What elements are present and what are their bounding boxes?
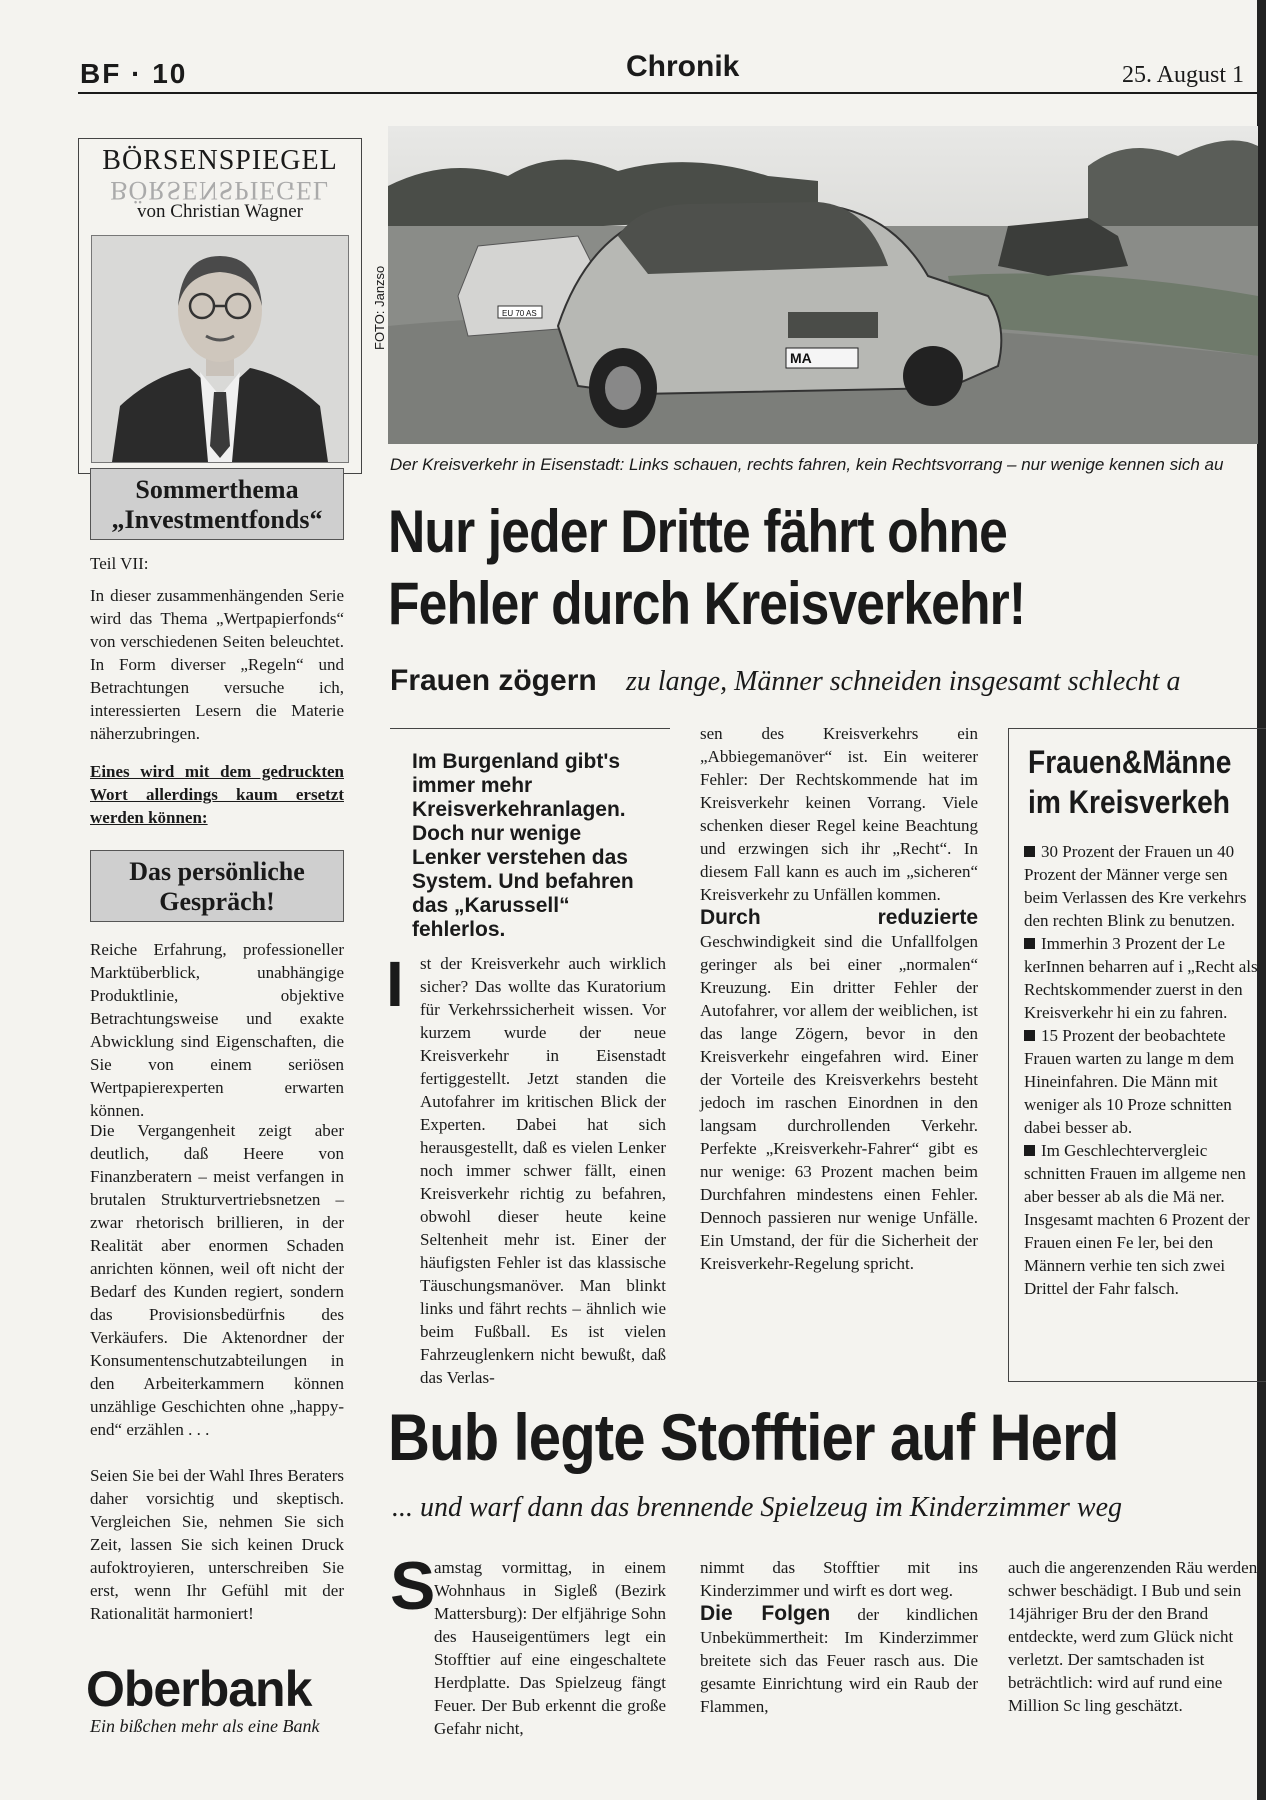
info-box-title <box>1028 742 1231 822</box>
info-box-title-line-2: im Kreisverkeh <box>1028 784 1230 820</box>
article-paragraph: der kindlichen Unbekümmertheit: Im Kinderzimmer breitete sich das Feuer rasch aus. Die gesamte Einrichtung wird ein Raub der Flammen, <box>700 1605 979 1716</box>
ad-slogan: Ein bißchen mehr als eine Bank <box>90 1716 320 1736</box>
column-title: BÖRSENSPIEGEL <box>102 145 338 176</box>
drop-cap: S <box>390 1548 436 1624</box>
boersenspiegel-box <box>78 138 362 474</box>
photo-credit: FOTO: Janzso <box>372 265 387 350</box>
article-paragraph: Geschwindigkeit sind die Unfallfolgen geringer als bei einer „normalen“ Kreuzung. Ein dritter Fehler der Autofahrer, vor allem der weiblichen, ist das lange Zögern, bevor in den Kreisverkehr eingefahren wird. Einer der Vorteile des Kreisverkehrs besteht jedoch im raschen Einordnen in den langsam durchrollenden Verkehr. Perfekte „Kreisverkehr-Fahrer“ gibt es nur wenige: 63 Prozent machen beim Durchfahren mindestens einen Fehler. Dennoch passieren nur wenige Unfälle. Ein Umstand, der für die Sicherheit der Kreisverkehr-Regelung spricht. <box>700 932 978 1273</box>
headline-story-2: Bub legte Stofftier auf Herd <box>388 1400 1119 1474</box>
column-paragraph: In dieser zusammenhängenden Serie wird das Thema „Wertpapierfonds“ von verschiedenen Seiten beleuchtet. In Form diverser „Regeln“ und Betrachtungen versuche ich, interessierten Lesern die Materie näherzubringen. <box>90 586 344 743</box>
callout-box: Das persönliche Gespräch! <box>90 850 344 922</box>
article-paragraph: nimmt das Stofftier mit ins Kinderzimmer und wirft es dort weg. <box>700 1558 978 1600</box>
column-emphasis: Eines wird mit dem gedruckten Wort allerdings kaum ersetzt werden können: <box>90 762 344 827</box>
list-item-text: Im Geschlechtervergleic schnitten Frauen im allgeme nen aber besser ab als die Mä ner. Insgesamt machten 6 Prozent der Frauen einen Fe ler, bei den Männern verhie ten sich zwei Drittel der Fahr falsch. <box>1024 1141 1250 1298</box>
page-number: BF · 10 <box>80 58 188 89</box>
article-column-2 <box>700 1556 978 1718</box>
list-item <box>1024 1024 1264 1139</box>
list-item-text: Immerhin 3 Prozent der Le kerInnen beharren auf i „Recht als Rechtskommender zuerst in den Kreisverkehr hi ein zu fahren. <box>1024 934 1258 1022</box>
article-crosshead: Durch reduzierte <box>700 906 978 929</box>
column-title-mirror: BÖRSENSPIEGEL <box>110 176 330 205</box>
article-paragraph: sen des Kreisverkehrs ein „Abbiegemanöver“ ist. Ein weiterer Fehler: Der Rechtskommende hat im Kreisverkehr keinen Vorrang. Viele schenken dieser Regel keine Beachtung und erzwingen sich ihr „Recht“. In diesem Fall kann es auch im „sicheren“ Kreisverkehr zu Unfällen kommen. <box>700 724 978 904</box>
issue-date: 25. August 1 <box>1122 62 1245 88</box>
info-box-title-line-1: Frauen&Männe <box>1028 744 1232 780</box>
article-column-1: amstag vormittag, in einem Wohnhaus in Sigleß (Bezirk Mattersburg): Der elfjährige Sohn des Hauseigentümers legt ein Stofftier auf eine eingeschaltete Herdplatte. Das Spielzeug fängt Feuer. Der Bub erkennt die große Gefahr nicht, <box>434 1558 666 1738</box>
series-part: Teil VII: <box>90 554 149 573</box>
article-column-3: auch die angerenzenden Räu werden schwer beschädigt. I Bub und sein 14jähriger Bru der den Brand entdeckte, werd zum Glück nicht verletzt. Der samtschaden ist beträchtlich: wird auf rund eine Million Sc ling geschätzt. <box>1008 1558 1258 1715</box>
list-item <box>1024 932 1264 1024</box>
topic-box: Sommerthema „Investmentfonds“ <box>90 468 344 540</box>
article-lead: Im Burgenland gibt's immer mehr Kreisverkehranlagen. Doch nur wenige Lenker verstehen das System. Und befahren das „Karussell“ fehlerlos. <box>412 750 634 941</box>
list-item-text: 30 Prozent der Frauen un 40 Prozent der Männer verge sen beim Verlassen des Kre verkehrs den rechten Blink zu benutzen. <box>1024 842 1247 930</box>
header-rule <box>78 92 1266 94</box>
bullet-square-icon <box>1024 846 1035 857</box>
headline-line-1: Nur jeder Dritte fährt ohne <box>388 498 1007 565</box>
bullet-square-icon <box>1024 1145 1035 1156</box>
article-column-1: st der Kreisverkehr auch wirklich sicher? Das wollte das Kuratorium für Verkehrssicherheit wissen. Vor kurzem wurde der neue Kreisverkehr in Eisenstadt fertiggestellt. Jetzt standen die Autofahrer im kritischen Blick der Experten. Dabei hat sich herausgestellt, daß es vielen Lenker noch immer schwer fällt, einen Kreisverkehr richtig zu befahren, obwohl dieser heute keine Seltenheit mehr ist. Einer der häufigsten Fehler ist das klassische Täuschungsmanöver. Man blinkt links und fährt rechts – ähnlich wie beim Fußball. Es ist vielen Fahrzeuglenkern nicht bewußt, daß das Verlas- <box>420 954 666 1387</box>
list-item <box>1024 840 1264 932</box>
lead-rule <box>390 728 670 729</box>
article-column-2 <box>700 722 978 1275</box>
news-photo <box>388 126 1258 444</box>
column-paragraph: Seien Sie bei der Wahl Ihres Beraters daher vorsichtig und skeptisch. Vergleichen Sie, nehmen Sie sich Zeit, lassen Sie sich keinen Druck aufoktroyieren, unterschreiben Sie erst, wenn Ihr Gefühl mit der Rationalität harmoniert! <box>90 1466 344 1623</box>
headline-line-2: Fehler durch Kreisverkehr! <box>388 570 1026 637</box>
column-author: von Christian Wagner <box>137 201 303 222</box>
ad-logo: Oberbank <box>86 1661 312 1717</box>
list-item-text: 15 Prozent der beobachtete Frauen warten zu lange m dem Hineinfahren. Die Männ mit weniger als 10 Proze schnitten dabei besser ab. <box>1024 1026 1235 1137</box>
section-title: Chronik <box>626 50 740 83</box>
subheadline-italic: zu lange, Männer schneiden insgesamt schlecht a <box>626 666 1181 697</box>
author-portrait <box>91 235 349 463</box>
info-box-list <box>1024 840 1264 1300</box>
column-paragraph: Die Vergangenheit zeigt aber deutlich, daß Heere von Finanzberatern – meist verfangen in brutalen Strukturvertriebsnetzen – zwar rhetorisch brillieren, in der Realität aber enormen Schaden anrichten können, weil oft nicht der Bedarf des Kunden regiert, sondern das Provisionsbedürfnis des Verkäufers. Die Aktenordner der Konsumentenschutzabteilungen in den Arbeiterkammern können unzählige Geschichten ohne „happy-end“ erzählen . . . <box>90 1121 344 1439</box>
photo-caption: Der Kreisverkehr in Eisenstadt: Links schauen, rechts fahren, kein Rechtsvorrang – nur wenige kennen sich au <box>390 455 1224 474</box>
bullet-square-icon <box>1024 1030 1035 1041</box>
license-plate: MA <box>790 350 812 366</box>
license-plate-rear: EU 70 AS <box>502 309 537 318</box>
subheadline-story-2: ... und warf dann das brennende Spielzeug im Kinderzimmer weg <box>392 1492 1123 1523</box>
article-crosshead: Die Folgen <box>700 1602 831 1625</box>
list-item <box>1024 1139 1264 1300</box>
bullet-square-icon <box>1024 938 1035 949</box>
drop-cap: I <box>386 948 404 1020</box>
column-paragraph: Reiche Erfahrung, professioneller Marktüberblick, unabhängige Produktlinie, objektive Betrachtungsweise und exakte Abwicklung sind Eigenschaften, die Sie von einem seriösen Wertpapierexperten erwarten können. <box>90 940 344 1120</box>
subheadline-bold: Frauen zögern <box>390 664 597 697</box>
